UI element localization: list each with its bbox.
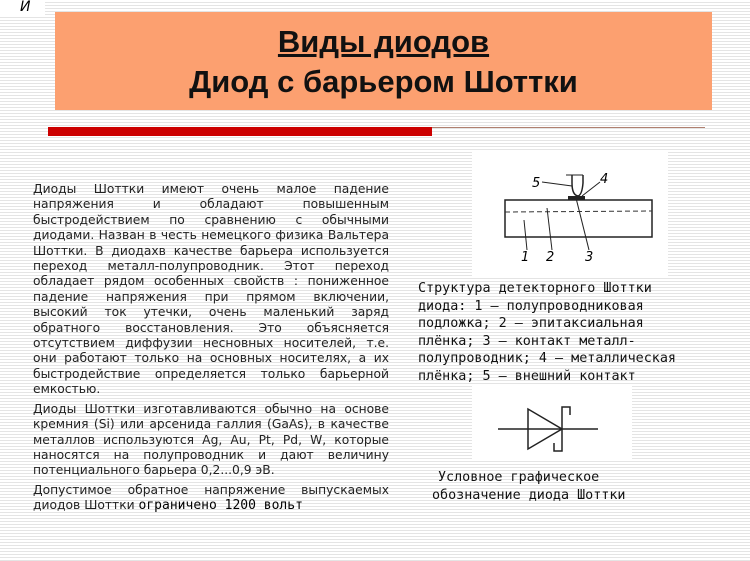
symbol-caption-line-2: обозначение диода Шоттки <box>432 487 626 503</box>
red-divider <box>48 127 432 136</box>
svg-text:И: И <box>20 0 31 14</box>
body-text <box>33 182 389 518</box>
symbol-caption <box>432 469 712 504</box>
title-banner <box>55 12 712 110</box>
thin-divider <box>432 127 705 128</box>
label-4: 4 <box>600 172 609 187</box>
label-3: 3 <box>585 250 594 265</box>
paragraph-3-emphasis: ограничено 1200 вольт <box>138 498 303 514</box>
paragraph-3 <box>33 483 389 514</box>
corner-glyph-icon <box>18 0 38 14</box>
schottky-symbol-diagram <box>472 385 632 460</box>
title-line-1: Виды диодов <box>277 24 490 59</box>
schottky-structure-diagram <box>472 150 668 278</box>
paragraph-3-text: Допустимое обратное напряжение выпускаемых диодов Шоттки <box>33 482 389 513</box>
schottky-diode-symbol-icon <box>472 385 632 460</box>
corner-box <box>0 0 45 16</box>
label-1: 1 <box>521 250 530 265</box>
symbol-caption-line-1: Условное графическое <box>438 470 600 485</box>
title-line-2: Диод с барьером Шоттки <box>189 64 578 99</box>
label-2: 2 <box>546 250 555 265</box>
structure-caption: Структура детекторного Шоттки диода: 1 — полупроводниковая подложка; 2 — эпитаксиальная плёнка; 3 — контакт металл-полупроводник; 4 — металлическая плёнка; 5 — внешний контакт <box>418 281 676 384</box>
paragraph-2: Диоды Шоттки изготавливаются обычно на основе кремния (Si) или арсенида галлия (GaAs), в качестве металлов используются Ag, Au, Pt, Pd, W, которые наносятся на полупроводник и дают величину потенциального барьера 0,2...0,9 эВ. <box>33 401 389 478</box>
label-5: 5 <box>532 176 541 191</box>
paragraph-1: Диоды Шоттки имеют очень малое падение напряжения и обладают повышенным быстродействием по сравнению с обычными диодами. Назван в честь немецкого физика Вальтера Шоттки. В диодахв качестве барьера используется переход металл-полупроводник. Этот переход обладает рядом особенных свойств : пониженное падение напряжения при прямом включении, высокий ток утечки, очень маленький заряд обратного восстановления. Это объясняется отсутствием диффузии несновных носителей, т.е. они работают только на основных носителях, а их быстродействие определяется только барьерной емкостью. <box>33 182 389 397</box>
